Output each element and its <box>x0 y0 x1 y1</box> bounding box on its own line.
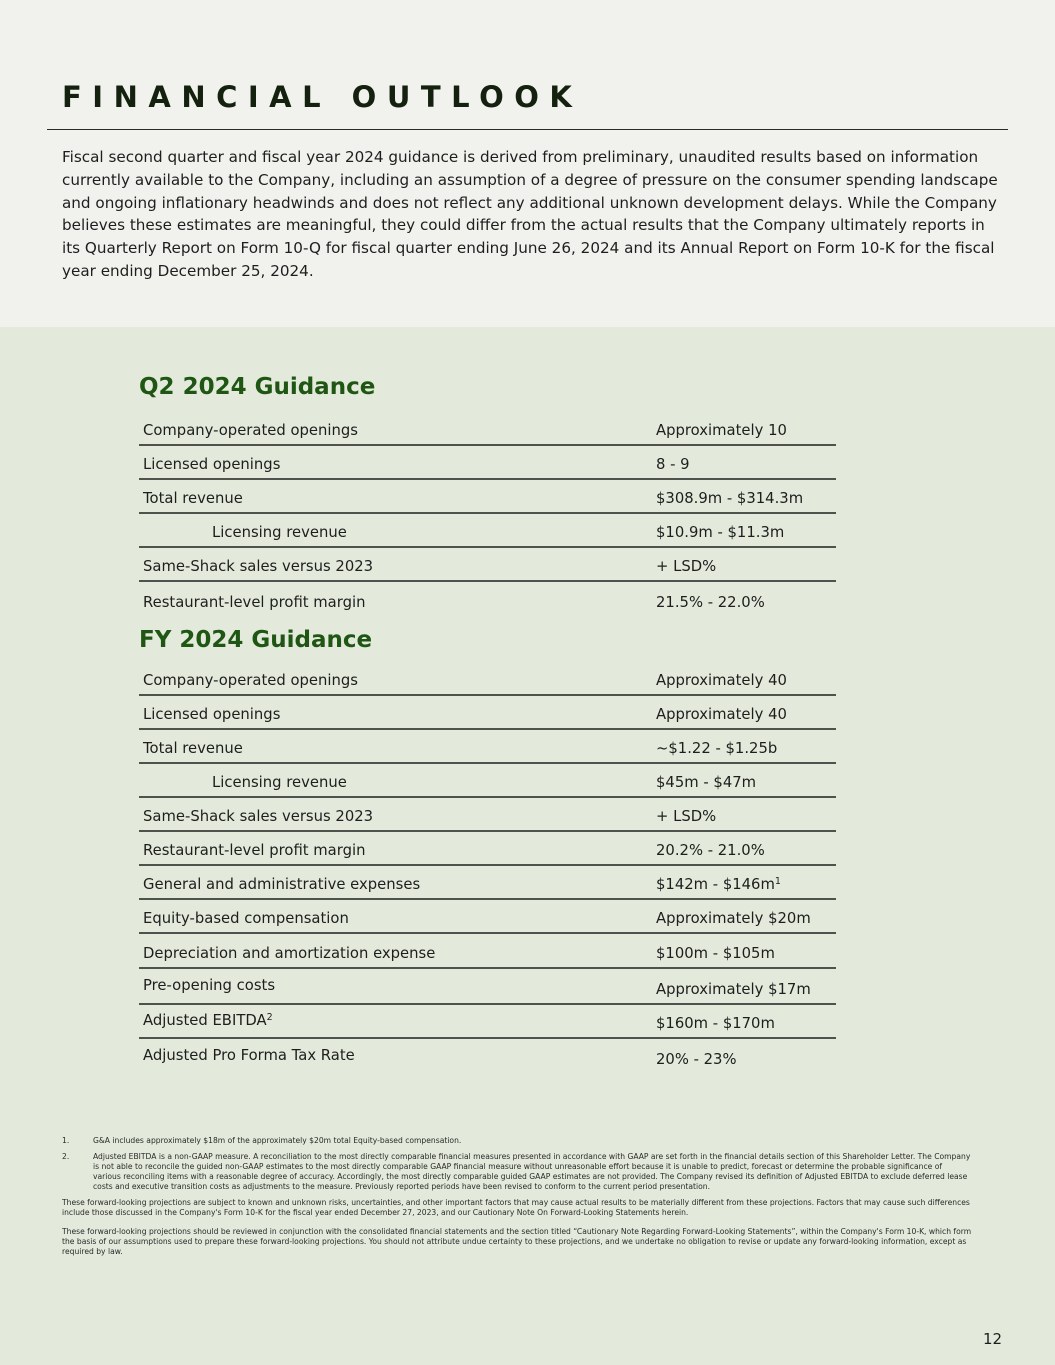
row-value: Approximately 40 <box>656 706 787 723</box>
row-label <box>143 1012 273 1029</box>
row-value: ~$1.22 - $1.25b <box>656 740 778 757</box>
guidance-row <box>139 1005 836 1039</box>
row-value: $160m - $170m <box>656 1015 775 1032</box>
row-value: Approximately $17m <box>656 981 811 998</box>
row-value: $45m - $47m <box>656 774 757 791</box>
guidance-row <box>139 866 836 900</box>
row-label: Same-Shack sales versus 2023 <box>143 808 374 825</box>
guidance-row <box>139 696 836 730</box>
guidance-row <box>139 764 836 798</box>
row-label: Licensed openings <box>143 706 281 723</box>
row-value: 20.2% - 21.0% <box>656 842 765 859</box>
row-label: Depreciation and amortization expense <box>143 945 436 962</box>
row-value: 20% - 23% <box>656 1051 737 1068</box>
guidance-row <box>139 969 836 1005</box>
row-label: Adjusted Pro Forma Tax Rate <box>143 1047 355 1064</box>
row-value: + LSD% <box>656 808 717 825</box>
row-value: Approximately 10 <box>656 422 787 439</box>
intro-paragraph: Fiscal second quarter and fiscal year 2024 guidance is derived from preliminary, unaudited results based on information currently available to the Company, including an assumption of a degree of pressure on the consumer spending landscape and ongoing inflationary headwinds and does not reflect any additional unknown development delays. While the Company believes these estimates are meaningful, they could differ from the actual results that the Company ultimately reports in its Quarterly Report on Form 10-Q for fiscal quarter ending June 26, 2024 and its Annual Report on Form 10-K for the fiscal year ending December 25, 2024. <box>62 148 998 280</box>
row-label: Company-operated openings <box>143 672 358 689</box>
guidance-row <box>139 548 836 582</box>
guidance-row <box>139 662 836 696</box>
row-label: Total revenue <box>143 740 243 757</box>
page-number: 12 <box>983 1330 1003 1348</box>
footnote-ref: 2 <box>266 1012 273 1023</box>
title-divider <box>47 129 1008 130</box>
row-label: Same-Shack sales versus 2023 <box>143 558 374 575</box>
row-value <box>656 876 781 893</box>
guidance-row <box>139 1039 836 1073</box>
row-label: General and administrative expenses <box>143 876 421 893</box>
guidance-row <box>139 514 836 548</box>
row-value: Approximately $20m <box>656 910 811 927</box>
row-label: Licensed openings <box>143 456 281 473</box>
guidance-row <box>139 412 836 446</box>
page-title: FINANCIAL OUTLOOK <box>62 80 583 114</box>
row-value: $100m - $105m <box>656 945 775 962</box>
row-label: Restaurant-level profit margin <box>143 594 366 611</box>
footnote-number: 2. <box>62 1152 70 1161</box>
row-label: Licensing revenue <box>212 524 347 541</box>
guidance-row <box>139 798 836 832</box>
disclaimer-paragraph: These forward-looking projections are subject to known and unknown risks, uncertainties, and other important factors that may cause actual results to be materially different from these projections. Factors that may cause such differences include those discussed in the Company's Form 10-K for the fiscal year ended December 27, 2023, and our Cautionary Note On Forward-Looking Statements herein. <box>62 1198 970 1217</box>
row-label: Pre-opening costs <box>143 977 276 994</box>
row-value: 21.5% - 22.0% <box>656 594 765 611</box>
guidance-row <box>139 446 836 480</box>
footnote-number: 1. <box>62 1136 70 1145</box>
guidance-row <box>139 900 836 934</box>
fy-guidance-heading: FY 2024 Guidance <box>139 627 373 653</box>
guidance-row <box>139 832 836 866</box>
footnote-ref: 1 <box>774 876 781 887</box>
footnote-2 <box>62 1152 972 1192</box>
footnote-1 <box>62 1136 972 1146</box>
row-label: Licensing revenue <box>212 774 347 791</box>
footnote-text: G&A includes approximately $18m of the approximately $20m total Equity-based compensation. <box>93 1136 462 1145</box>
row-label-text: Adjusted EBITDA <box>143 1012 267 1029</box>
row-value: Approximately 40 <box>656 672 787 689</box>
footnotes <box>62 1136 972 1266</box>
row-label: Company-operated openings <box>143 422 358 439</box>
guidance-row <box>139 935 836 969</box>
row-value: + LSD% <box>656 558 717 575</box>
guidance-row <box>139 582 836 616</box>
row-value: $10.9m - $11.3m <box>656 524 785 541</box>
q2-guidance-heading: Q2 2024 Guidance <box>139 374 376 400</box>
row-label: Equity-based compensation <box>143 910 349 927</box>
footnote-text: Adjusted EBITDA is a non-GAAP measure. A reconciliation to the most directly comparable financial measures presented in accordance with GAAP are set forth in the financial details section of this Shareholder Letter. The Company is not able to reconcile the guided non-GAAP estimates to the most directly comparable GAAP financial measure without unreasonable effort because it is unable to predict, forecast or determine the probable significance of various reconciling items with a reasonable degree of accuracy. Accordingly, the most directly comparable guided GAAP estimates are not provided. The Company revised its definition of Adjusted EBITDA to exclude deferred lease costs and executive transition costs as adjustments to the measure. Previously reported periods have been revised to conform to the current period presentation. <box>93 1152 971 1191</box>
row-value: $308.9m - $314.3m <box>656 490 804 507</box>
guidance-row <box>139 730 836 764</box>
row-value: 8 - 9 <box>656 456 690 473</box>
disclaimer-paragraph: These forward-looking projections should be reviewed in conjunction with the consolidated financial statements and the section titled “Cautionary Note Regarding Forward-Looking Statements”, within the Company's Form 10-K, which form the basis of our assumptions used to prepare these forward-looking projections. You should not attribute undue certainty to these projections, and we undertake no obligation to revise or update any forward-looking information, except as required by law. <box>62 1227 972 1256</box>
guidance-row <box>139 480 836 514</box>
row-label: Total revenue <box>143 490 243 507</box>
row-value-text: $142m - $146m <box>656 876 775 893</box>
row-label: Restaurant-level profit margin <box>143 842 366 859</box>
